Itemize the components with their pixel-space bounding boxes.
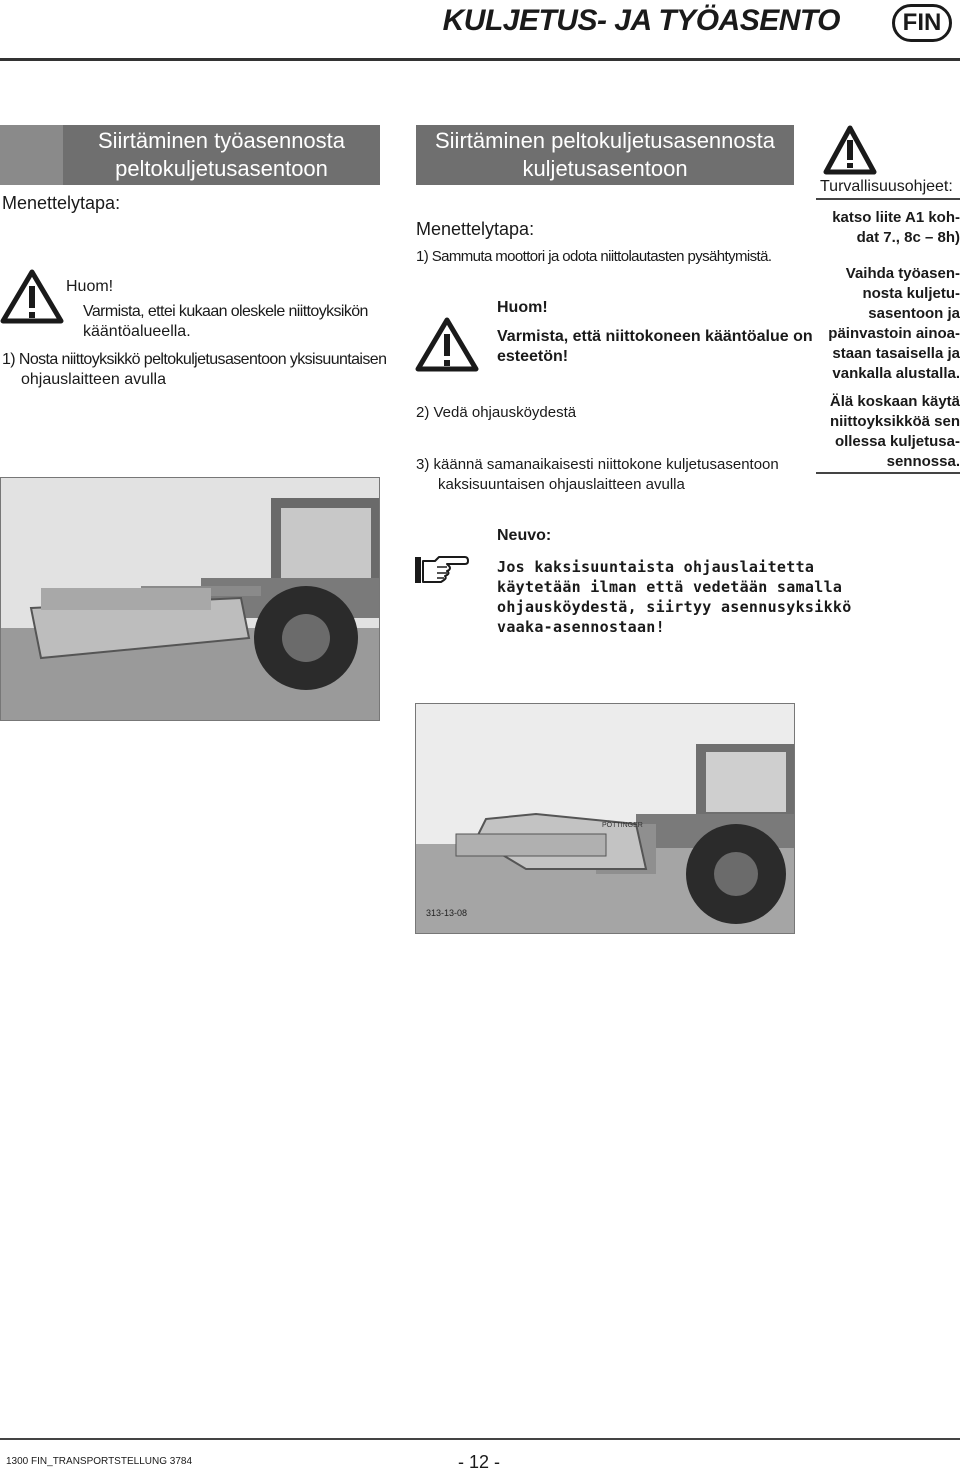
safety-bottom-rule: [816, 472, 960, 474]
safety-note1-line2: nosta kuljetu-: [862, 285, 960, 302]
left-note-label: Huom!: [66, 278, 114, 295]
safety-note1-line1: Vaihda työasen-: [845, 265, 960, 282]
page-title: KULJETUS- JA TYÖASENTO: [442, 4, 840, 37]
middle-section-band: [416, 125, 794, 185]
middle-step3-line2: kaksisuuntaisen ohjauslaitteen avulla: [438, 476, 685, 493]
middle-step2: 2) Vedä ohjausköydestä: [416, 404, 577, 421]
footer-rule: [0, 1438, 960, 1440]
left-step1-line2: ohjauslaitteen avulla: [21, 371, 166, 388]
photo-illustration: [416, 704, 794, 933]
pointing-hand-icon: [413, 553, 469, 587]
safety-note2-line2: niittoyksikköä sen: [829, 413, 960, 430]
photo-brand-label: PÖTTINGER: [602, 822, 643, 829]
left-note-line1: Varmista, ettei kukaan oleskele niittoyksikön: [83, 303, 368, 320]
middle-note-line2: esteetön!: [497, 348, 569, 365]
header-rule: [0, 58, 960, 61]
safety-ref-line2: dat 7., 8c – 8h): [856, 229, 960, 246]
tip-line-2: käytetään ilman että vedetään samalla: [497, 578, 843, 596]
safety-note2-line3: ollessa kuljetusa-: [834, 433, 960, 450]
tip-line-3: ohjausköydestä, siirtyy asennusyksikkö: [497, 598, 852, 616]
safety-note1-line4: päinvastoin ainoa-: [828, 325, 960, 342]
side-stripe: [0, 125, 63, 185]
page-number: - 12 -: [458, 1452, 501, 1472]
middle-band-line1: Siirtäminen peltokuljetusasennosta: [435, 128, 775, 153]
footer-doc-id: 1300 FIN_TRANSPORTSTELLUNG 3784: [6, 1456, 193, 1467]
tip-line-4: vaaka-asennostaan!: [497, 618, 665, 636]
language-badge: FIN: [892, 4, 952, 42]
warning-icon: [0, 268, 64, 324]
warning-icon: [823, 124, 877, 176]
safety-note2-line4: sennossa.: [886, 453, 960, 470]
left-procedure-label: Menettelytapa:: [2, 193, 121, 213]
safety-note2-line1: Älä koskaan käytä: [829, 393, 960, 410]
safety-block: [817, 208, 960, 472]
middle-procedure-label: Menettelytapa:: [416, 219, 535, 239]
middle-note-line1: Varmista, että niittokoneen kääntöalue on: [497, 328, 813, 345]
safety-divider: [816, 198, 960, 200]
photo-illustration: [1, 478, 379, 720]
left-band-line1: Siirtäminen työasennosta: [97, 128, 346, 153]
photo-code: 313-13-08: [426, 908, 468, 918]
safety-note1-line3: sasentoon ja: [868, 305, 960, 322]
middle-step3-line1: 3) käännä samanaikaisesti niittokone kuljetusasentoon: [416, 456, 779, 473]
tip-label: Neuvo:: [497, 527, 552, 544]
photo-mower-field-transport: [0, 477, 380, 721]
safety-note1-line6: vankalla alustalla.: [832, 365, 960, 382]
warning-icon: [415, 316, 479, 372]
tip-line-1: Jos kaksisuuntaista ohjauslaitetta: [497, 558, 815, 576]
safety-ref-line1: katso liite A1 koh-: [832, 209, 960, 226]
middle-step1: 1) Sammuta moottori ja odota niittolautasten pysähtymistä.: [416, 248, 772, 265]
photo-mower-road-transport: [415, 703, 795, 934]
middle-note-label: Huom!: [497, 299, 548, 316]
left-note-line2: kääntöalueella.: [83, 323, 191, 340]
safety-note1-line5: staan tasaisella ja: [832, 345, 960, 362]
left-step1-line1: 1) Nosta niittoyksikkö peltokuljetusasentoon yksisuuntaisen: [2, 351, 387, 368]
safety-title: Turvallisuusohjeet:: [820, 178, 953, 195]
left-section-band: [63, 125, 380, 185]
left-band-line2: peltokuljetusasentoon: [115, 156, 328, 181]
middle-band-line2: kuljetusasentoon: [522, 156, 688, 181]
